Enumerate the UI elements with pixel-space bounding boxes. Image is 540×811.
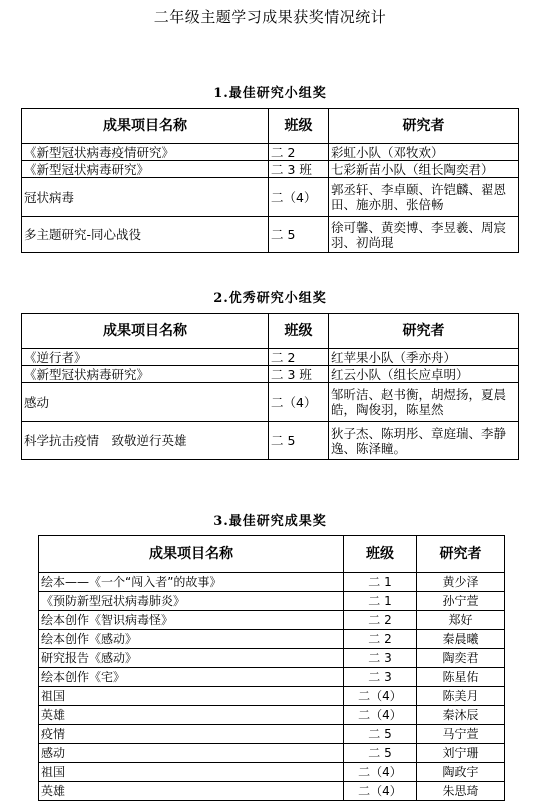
class-cell: 二（4） bbox=[344, 782, 417, 801]
table-header-row bbox=[22, 314, 519, 349]
table-row bbox=[39, 706, 505, 725]
header-project-name: 成果项目名称 bbox=[22, 109, 269, 144]
researcher-cell: 七彩新苗小队（组长陶奕君） bbox=[329, 161, 519, 178]
researcher-cell: 刘宁珊 bbox=[417, 744, 505, 763]
project-name-cell: 祖国 bbox=[39, 763, 344, 782]
project-name-cell: 冠状病毒 bbox=[22, 178, 269, 217]
researcher-cell: 彩虹小队（邓牧欢） bbox=[329, 144, 519, 161]
project-name-cell: 《新型冠状病毒疫情研究》 bbox=[22, 144, 269, 161]
project-name-cell: 《逆行者》 bbox=[22, 349, 269, 366]
table-row bbox=[39, 592, 505, 611]
researcher-cell: 陈星佑 bbox=[417, 668, 505, 687]
table-row bbox=[39, 763, 505, 782]
table-row bbox=[22, 383, 519, 422]
project-name-cell: 《新型冠状病毒研究》 bbox=[22, 366, 269, 383]
project-name-cell: 疫情 bbox=[39, 725, 344, 744]
researcher-cell: 狄子杰、陈玥彤、章庭瑞、李静逸、陈泽瞳。 bbox=[329, 422, 519, 460]
project-name-cell: 感动 bbox=[22, 383, 269, 422]
table-row bbox=[39, 744, 505, 763]
class-cell: 二 3 班 bbox=[269, 366, 329, 383]
best-result-award-table bbox=[38, 535, 505, 801]
class-cell: 二 2 bbox=[344, 611, 417, 630]
page-title: 二年级主题学习成果获奖情况统计 bbox=[153, 8, 387, 26]
header-researcher: 研究者 bbox=[417, 536, 505, 573]
table-row bbox=[39, 668, 505, 687]
researcher-cell: 孙宁萱 bbox=[417, 592, 505, 611]
researcher-cell: 红云小队（组长应卓明） bbox=[329, 366, 519, 383]
class-cell: 二 5 bbox=[344, 744, 417, 763]
class-cell: 二 3 班 bbox=[269, 161, 329, 178]
table-row bbox=[22, 422, 519, 460]
class-cell: 二（4） bbox=[344, 706, 417, 725]
header-class: 班级 bbox=[269, 314, 329, 349]
project-name-cell: 绘本创作《智识病毒怪》 bbox=[39, 611, 344, 630]
researcher-cell: 陶政宇 bbox=[417, 763, 505, 782]
researcher-cell: 朱思琦 bbox=[417, 782, 505, 801]
class-cell: 二 5 bbox=[269, 217, 329, 253]
table-row bbox=[22, 161, 519, 178]
researcher-cell: 陶奕君 bbox=[417, 649, 505, 668]
table-row bbox=[39, 649, 505, 668]
class-cell: 二（4） bbox=[269, 178, 329, 217]
table-row bbox=[39, 573, 505, 592]
researcher-cell: 陈美月 bbox=[417, 687, 505, 706]
project-name-cell: 祖国 bbox=[39, 687, 344, 706]
class-cell: 二（4） bbox=[344, 763, 417, 782]
table-row bbox=[22, 349, 519, 366]
project-name-cell: 《预防新型冠状病毒肺炎》 bbox=[39, 592, 344, 611]
researcher-cell: 黄少泽 bbox=[417, 573, 505, 592]
header-class: 班级 bbox=[269, 109, 329, 144]
class-cell: 二（4） bbox=[344, 687, 417, 706]
researcher-cell: 郑好 bbox=[417, 611, 505, 630]
project-name-cell: 英雄 bbox=[39, 782, 344, 801]
project-name-cell: 绘本创作《感动》 bbox=[39, 630, 344, 649]
header-project-name: 成果项目名称 bbox=[39, 536, 344, 573]
class-cell: 二 5 bbox=[269, 422, 329, 460]
class-cell: 二 2 bbox=[344, 630, 417, 649]
table-row bbox=[22, 217, 519, 253]
table-row bbox=[39, 611, 505, 630]
project-name-cell: 绘本——《一个“闯入者”的故事》 bbox=[39, 573, 344, 592]
researcher-cell: 红苹果小队（季亦舟） bbox=[329, 349, 519, 366]
project-name-cell: 绘本创作《宅》 bbox=[39, 668, 344, 687]
section-heading-excellent-group: 2.优秀研究小组奖 bbox=[213, 291, 327, 306]
section-heading-best-result: 3.最佳研究成果奖 bbox=[213, 514, 327, 529]
table-row bbox=[39, 725, 505, 744]
project-name-cell: 感动 bbox=[39, 744, 344, 763]
header-researcher: 研究者 bbox=[329, 109, 519, 144]
class-cell: 二 2 bbox=[269, 144, 329, 161]
header-researcher: 研究者 bbox=[329, 314, 519, 349]
project-name-cell: 多主题研究-同心战役 bbox=[22, 217, 269, 253]
class-cell: 二 5 bbox=[344, 725, 417, 744]
best-group-award-table bbox=[21, 108, 519, 253]
excellent-group-award-table bbox=[21, 313, 519, 460]
researcher-cell: 郭丞轩、李卓颐、许铠麟、翟恩田、施亦朋、张倍畅 bbox=[329, 178, 519, 217]
table-header-row bbox=[22, 109, 519, 144]
project-name-cell: 英雄 bbox=[39, 706, 344, 725]
table-header-row bbox=[39, 536, 505, 573]
header-project-name: 成果项目名称 bbox=[22, 314, 269, 349]
table-row bbox=[39, 687, 505, 706]
project-name-cell: 科学抗击疫情 致敬逆行英雄 bbox=[22, 422, 269, 460]
class-cell: 二 1 bbox=[344, 573, 417, 592]
table-row bbox=[22, 144, 519, 161]
header-class: 班级 bbox=[344, 536, 417, 573]
project-name-cell: 《新型冠状病毒研究》 bbox=[22, 161, 269, 178]
class-cell: 二 3 bbox=[344, 649, 417, 668]
table-row bbox=[22, 178, 519, 217]
project-name-cell: 研究报告《感动》 bbox=[39, 649, 344, 668]
researcher-cell: 秦晨曦 bbox=[417, 630, 505, 649]
section-heading-best-group: 1.最佳研究小组奖 bbox=[213, 86, 327, 101]
researcher-cell: 徐可馨、黄奕博、李昱羲、周宸羽、初尚琨 bbox=[329, 217, 519, 253]
researcher-cell: 秦沐辰 bbox=[417, 706, 505, 725]
researcher-cell: 邹昕洁、赵书衡，胡煜扬，夏晨皓，陶俊羽，陈星然 bbox=[329, 383, 519, 422]
class-cell: 二 2 bbox=[269, 349, 329, 366]
class-cell: 二（4） bbox=[269, 383, 329, 422]
class-cell: 二 3 bbox=[344, 668, 417, 687]
table-row bbox=[22, 366, 519, 383]
table-row bbox=[39, 782, 505, 801]
researcher-cell: 马宁萱 bbox=[417, 725, 505, 744]
class-cell: 二 1 bbox=[344, 592, 417, 611]
table-row bbox=[39, 630, 505, 649]
